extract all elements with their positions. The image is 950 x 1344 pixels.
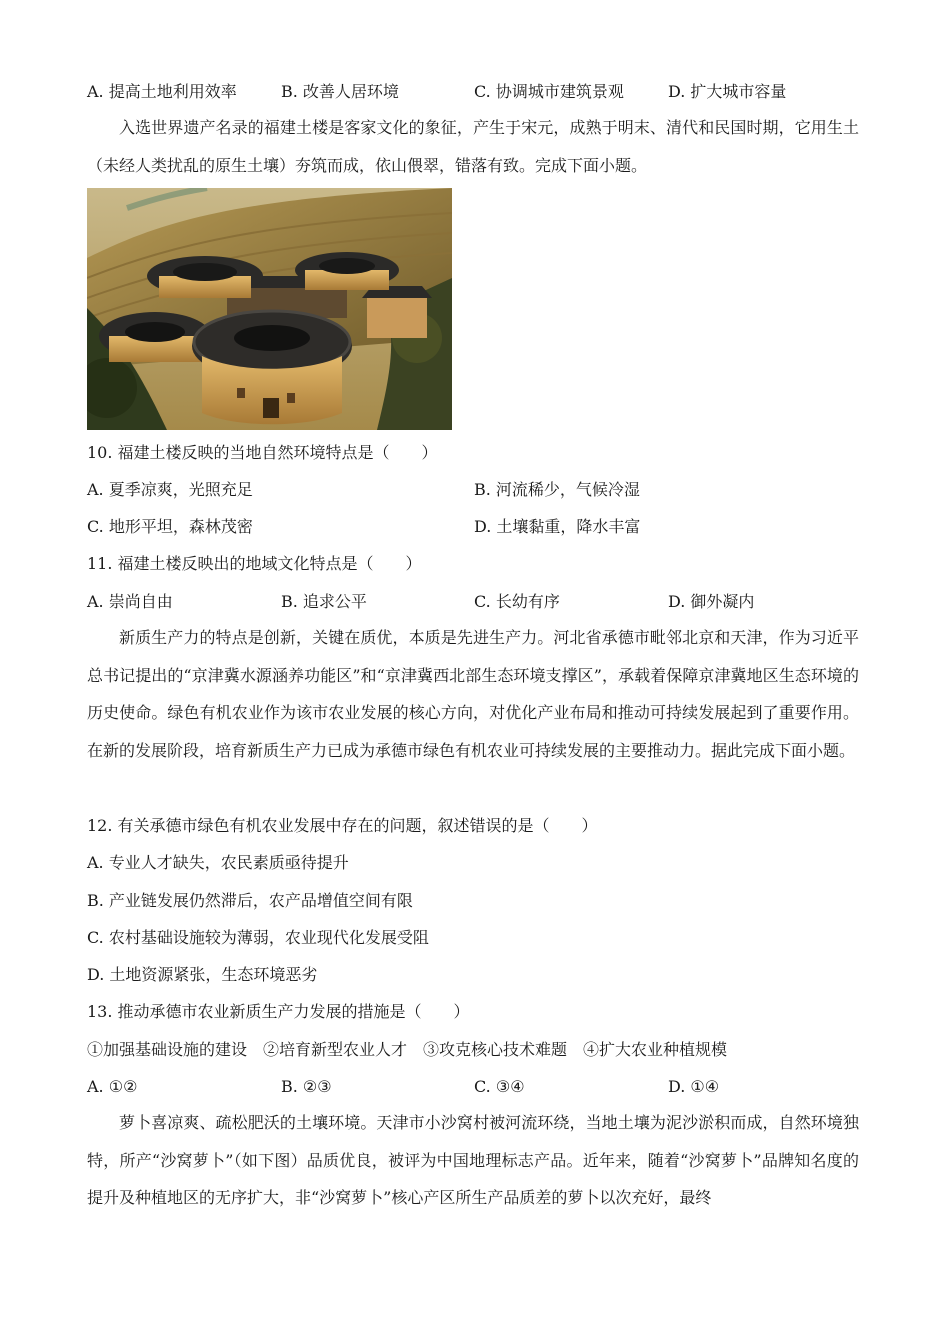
q11-option-a: A. 崇尚自由 [87, 592, 173, 611]
tulou-intro-paragraph: 入选世界遗产名录的福建土楼是客家文化的象征，产生于宋元，成熟于明末、清代和民国时期，它用生土（未经人类扰乱的原生土壤）夯筑而成，依山偎翠，错落有致。完成下面小题。 [87, 118, 859, 175]
q9-option-d: D. 扩大城市容量 [668, 82, 787, 101]
q9-option-a: A. 提高土地利用效率 [87, 82, 237, 101]
q13-option-c: C. ③④ [474, 1077, 525, 1096]
q11-option-c: C. 长幼有序 [474, 592, 560, 611]
q12-stem: 12. 有关承德市绿色有机农业发展中存在的问题，叙述错误的是（ ） [87, 816, 598, 835]
q13-option-d: D. ①④ [668, 1077, 720, 1096]
q11-option-d: D. 御外凝内 [668, 592, 755, 611]
chengde-intro-paragraph: 新质生产力的特点是创新，关键在质优，本质是先进生产力。河北省承德市毗邻北京和天津，作为习近平总书记提出的“京津冀水源涵养功能区”和“京津冀西北部生态环境支撑区”，承载着保障京津冀地区生态环境的历史使命。绿色有机农业作为该市农业发展的核心方向，对优化产业布局和推动可持续发展起到了重要作用。在新的发展阶段，培育新质生产力已成为承德市绿色有机农业可持续发展的主要推动力。据此完成下面小题。 [87, 628, 859, 760]
q10-option-a: A. 夏季凉爽，光照充足 [87, 480, 253, 499]
q11-stem: 11. 福建土楼反映出的地域文化特点是（ ） [87, 554, 422, 573]
q12-option-b: B. 产业链发展仍然滞后，农产品增值空间有限 [87, 891, 413, 910]
q12-option-a: A. 专业人才缺失，农民素质亟待提升 [87, 853, 349, 872]
q13-stem: 13. 推动承德市农业新质生产力发展的措施是（ ） [87, 1002, 470, 1021]
q13-option-a: A. ①② [87, 1077, 138, 1096]
q9-option-c: C. 协调城市建筑景观 [474, 82, 624, 101]
q9-option-b: B. 改善人居环境 [281, 82, 399, 101]
q12-option-d: D. 土地资源紧张，生态环境恶劣 [87, 965, 318, 984]
q13-measures: ①加强基础设施的建设 ②培育新型农业人才 ③攻克核心技术难题 ④扩大农业种植规模 [87, 1040, 728, 1059]
q13-option-b: B. ②③ [281, 1077, 332, 1096]
q11-option-b: B. 追求公平 [281, 592, 367, 611]
q10-stem: 10. 福建土楼反映的当地自然环境特点是（ ） [87, 443, 438, 462]
q10-option-d: D. 土壤黏重，降水丰富 [474, 517, 641, 536]
tulou-photo [87, 188, 452, 430]
q12-option-c: C. 农村基础设施较为薄弱，农业现代化发展受阻 [87, 928, 429, 947]
q10-option-b: B. 河流稀少，气候冷湿 [474, 480, 640, 499]
q10-option-c: C. 地形平坦，森林茂密 [87, 517, 253, 536]
radish-intro-paragraph: 萝卜喜凉爽、疏松肥沃的土壤环境。天津市小沙窝村被河流环绕，当地土壤为泥沙淤积而成，自然环境独特，所产“沙窝萝卜”（如下图）品质优良，被评为中国地理标志产品。近年来，随着“沙窝萝卜”品牌知名度的提升及种植地区的无序扩大，非“沙窝萝卜”核心产区所生产品质差的萝卜以次充好，最终 [87, 1113, 859, 1208]
